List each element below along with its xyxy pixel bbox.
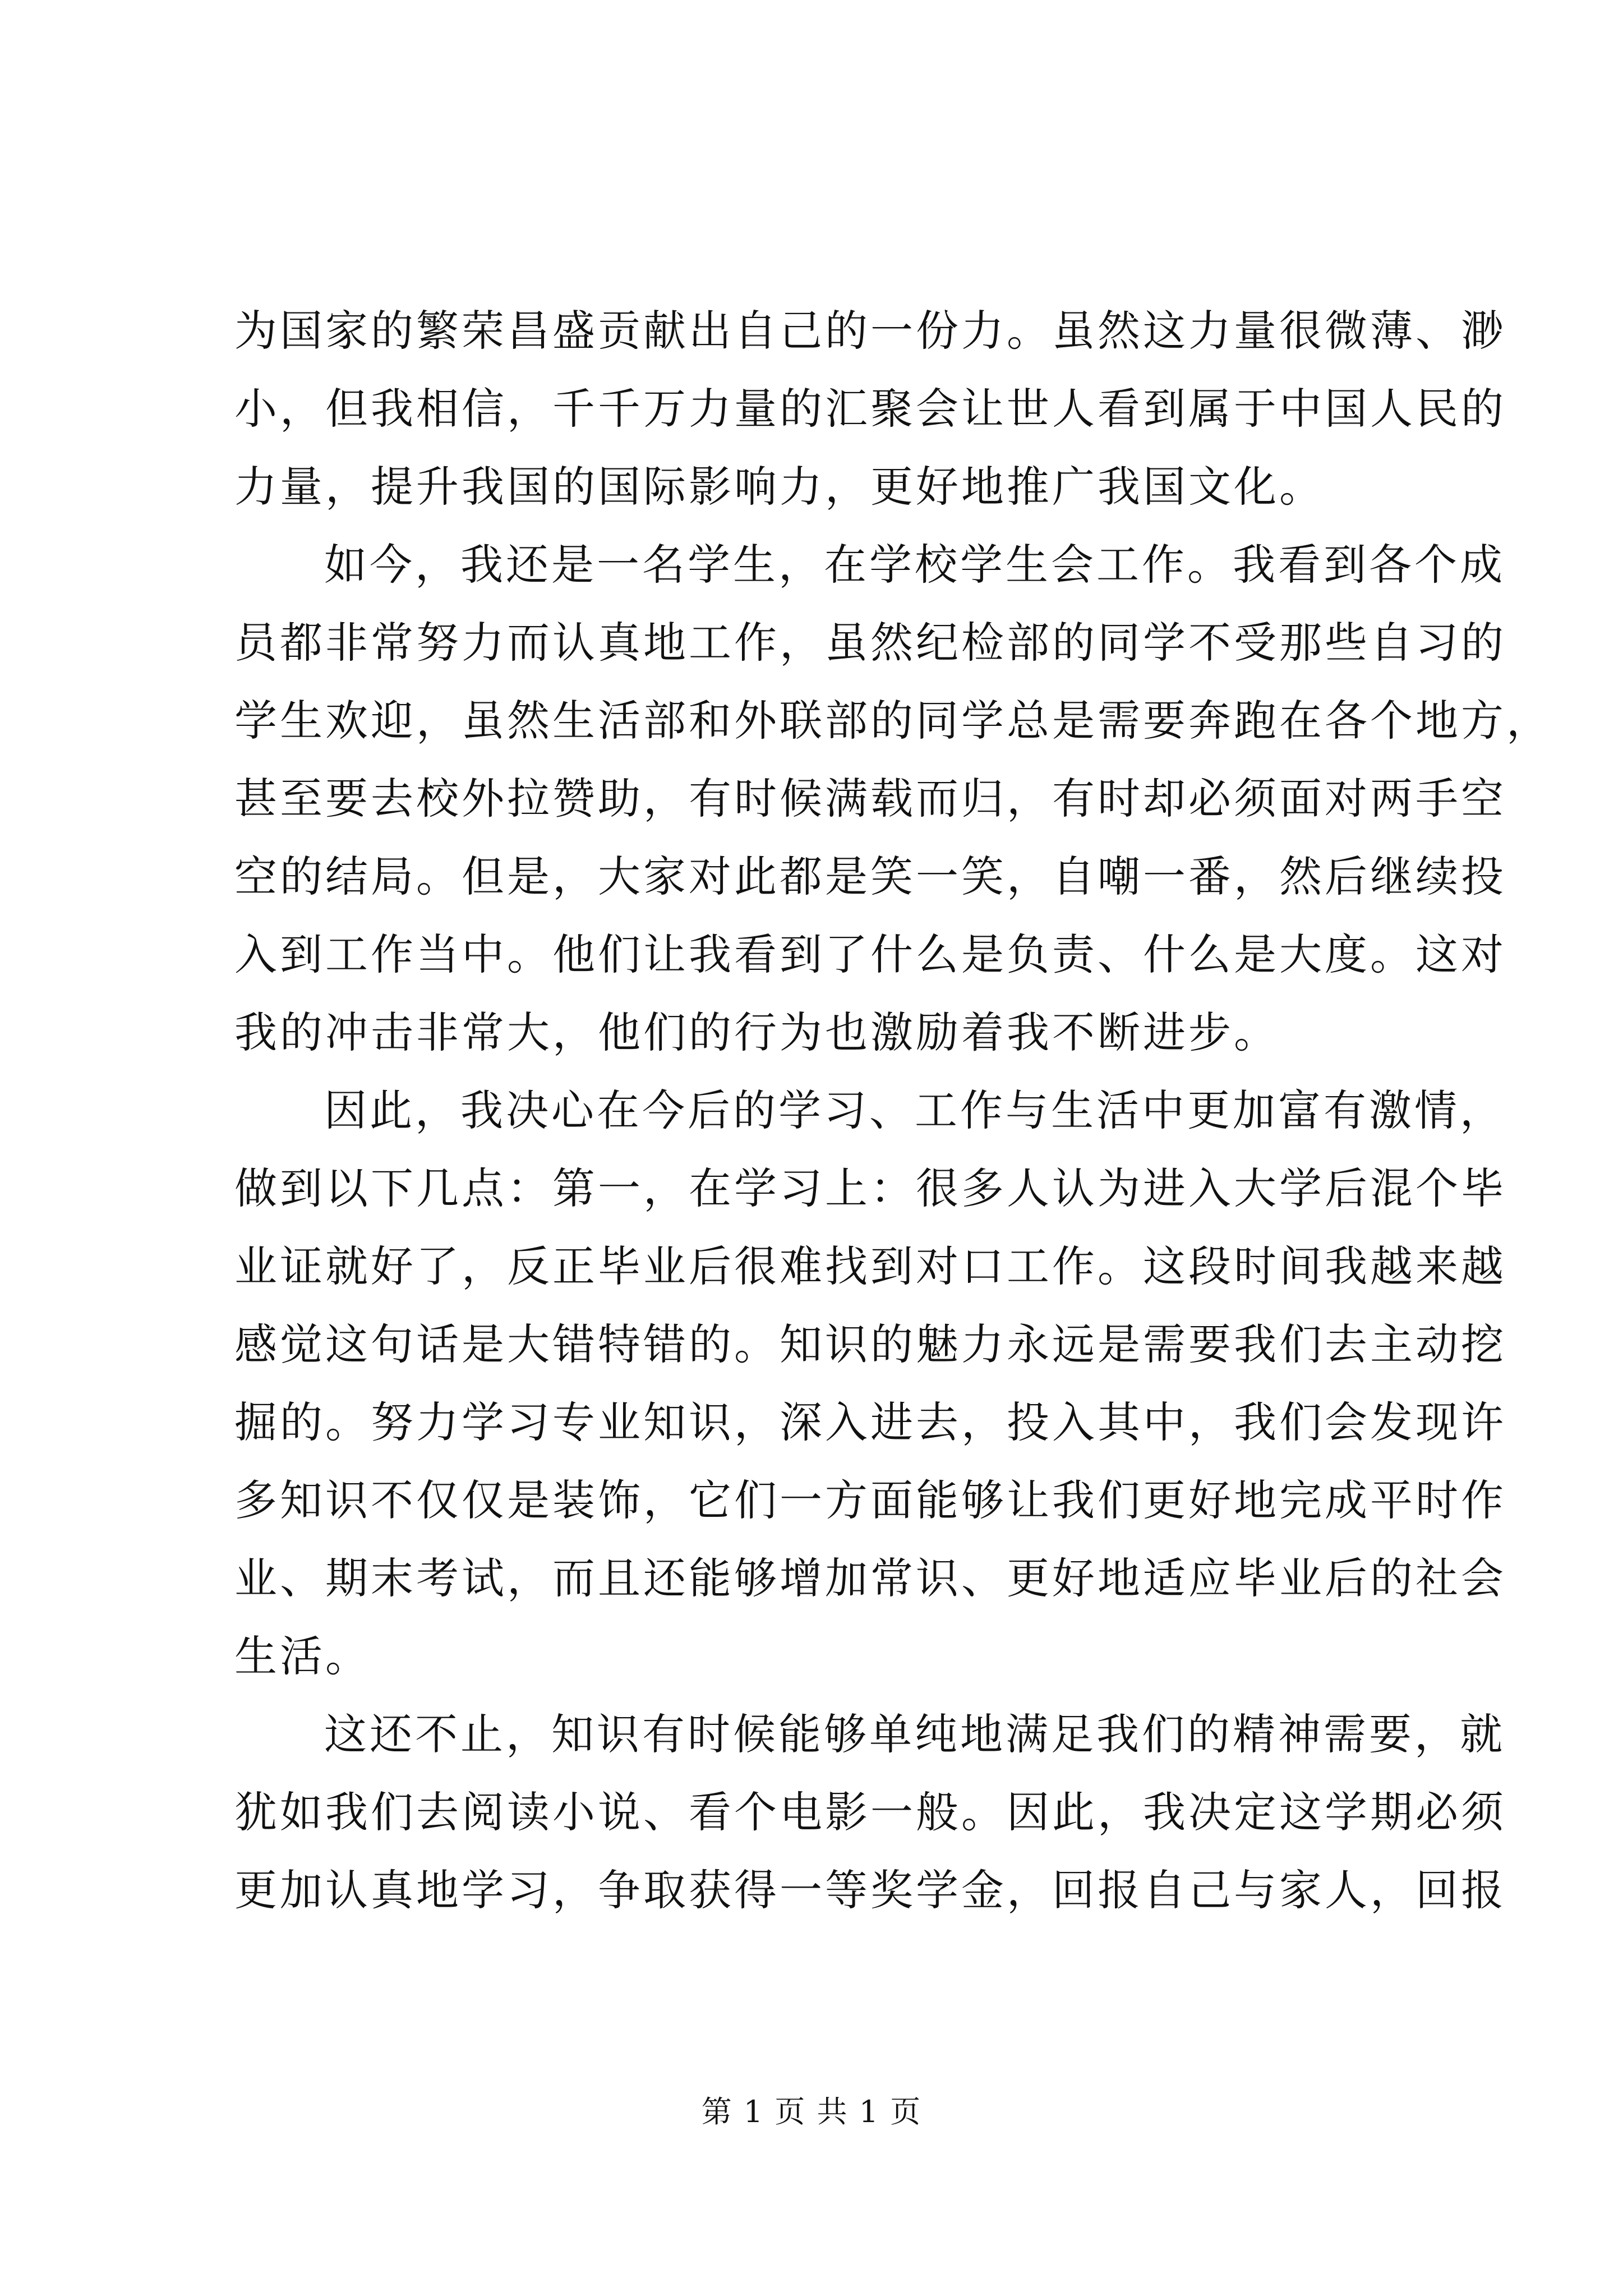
paragraph-start-line: 这还不止，知识有时候能够单纯地满足我们的精神需要，就 (324, 1709, 1505, 1759)
text-line: 掘的。努力学习专业知识，深入进去，投入其中，我们会发现许 (234, 1397, 1506, 1447)
text-line: 做到以下几点：第一，在学习上：很多人认为进入大学后混个毕 (234, 1163, 1506, 1213)
text-line: 生活。 (234, 1631, 371, 1681)
text-line: 业证就好了，反正毕业后很难找到对口工作。这段时间我越来越 (234, 1241, 1506, 1291)
text-line: 学生欢迎，虽然生活部和外联部的同学总是需要奔跑在各个地方， (234, 696, 1552, 746)
text-line: 小，但我相信，千千万力量的汇聚会让世人看到属于中国人民的 (234, 384, 1506, 434)
text-line: 犹如我们去阅读小说、看个电影一般。因此，我决定这学期必须 (234, 1787, 1506, 1837)
text-line: 感觉这句话是大错特错的。知识的魅力永远是需要我们去主动挖 (234, 1319, 1506, 1369)
text-line: 甚至要去校外拉赞助，有时候满载而归，有时却必须面对两手空 (234, 774, 1506, 823)
text-line: 为国家的繁荣昌盛贡献出自己的一份力。虽然这力量很微薄、渺 (234, 306, 1506, 356)
document-body (234, 292, 1552, 1929)
text-line: 员都非常努力而认真地工作，虽然纪检部的同学不受那些自习的 (234, 618, 1506, 668)
text-line: 业、期末考试，而且还能够增加常识、更好地适应毕业后的社会 (234, 1553, 1506, 1603)
text-line: 更加认真地学习，争取获得一等奖学金，回报自己与家人，回报 (234, 1865, 1506, 1915)
page-number-footer: 第 1 页 共 1 页 (701, 2094, 922, 2129)
paragraph-start-line: 如今，我还是一名学生，在学校学生会工作。我看到各个成 (324, 540, 1505, 590)
text-line: 空的结局。但是，大家对此都是笑一笑，自嘲一番，然后继续投 (234, 852, 1506, 901)
text-line: 多知识不仅仅是装饰，它们一方面能够让我们更好地完成平时作 (234, 1475, 1506, 1525)
paragraph-start-line: 因此，我决心在今后的学习、工作与生活中更加富有激情， (324, 1085, 1505, 1135)
text-line: 力量，提升我国的国际影响力，更好地推广我国文化。 (234, 462, 1325, 512)
text-line: 入到工作当中。他们让我看到了什么是负责、什么是大度。这对 (234, 930, 1506, 979)
text-line: 我的冲击非常大，他们的行为也激励着我不断进步。 (234, 1007, 1279, 1057)
